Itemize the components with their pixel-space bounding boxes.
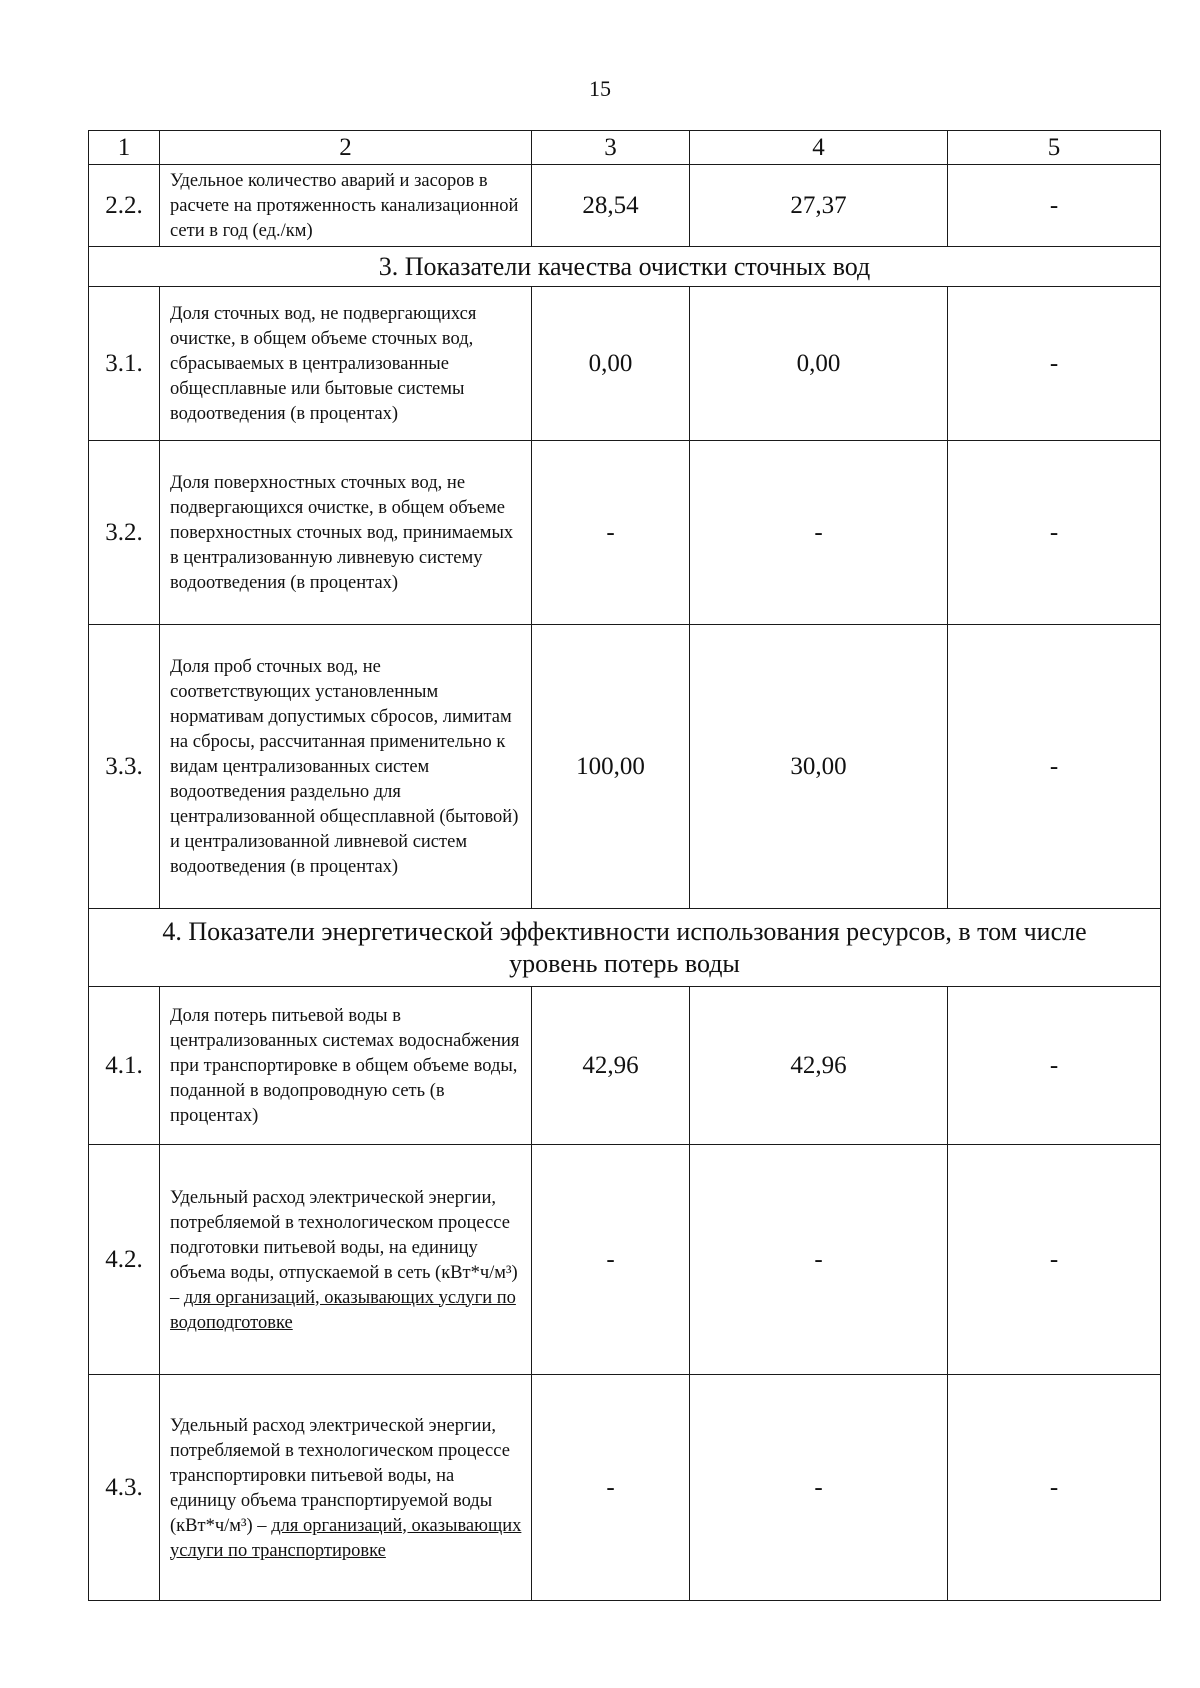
value-col4: - xyxy=(690,1375,948,1601)
value-col3: 100,00 xyxy=(532,625,690,909)
row-description: Доля потерь питьевой воды в централизованных системах водоснабжения при транспортировке в общем объеме воды, поданной в водопроводную сеть (в процентах) xyxy=(160,987,532,1145)
value-col4: - xyxy=(690,441,948,625)
column-header: 4 xyxy=(690,131,948,165)
row-number: 4.3. xyxy=(89,1375,160,1601)
row-description xyxy=(160,1145,532,1375)
value-col3: - xyxy=(532,1375,690,1601)
description-underlined-text: для организаций, оказывающих услуги по транспортировке xyxy=(170,1515,522,1561)
page-number: 15 xyxy=(589,76,611,101)
section-header-4 xyxy=(89,909,1161,987)
value-col3: 28,54 xyxy=(532,165,690,247)
column-header: 2 xyxy=(160,131,532,165)
description-text: Удельный расход электрической энергии, потребляемой в технологическом процессе транспортировки питьевой воды, на единицу объема транспортируемой воды (кВт*ч/м³) – xyxy=(170,1415,510,1536)
table-row-4-3 xyxy=(89,1375,1161,1601)
row-description: Доля проб сточных вод, не соответствующих установленным нормативам допустимых сбросов, лимитам на сбросы, рассчитанная применительно к видам централизованных систем водоотведения раздельно для централизованной общесплавной (бытовой) и централизованной ливневой систем водоотведения (в процентах) xyxy=(160,625,532,909)
column-header: 3 xyxy=(532,131,690,165)
indicators-table xyxy=(88,130,1161,1601)
value-col5: - xyxy=(948,287,1161,441)
section-header-3 xyxy=(89,247,1161,287)
row-description: Удельное количество аварий и засоров в расчете на протяженность канализационной сети в год (ед./км) xyxy=(160,165,532,247)
table-row-4-2 xyxy=(89,1145,1161,1375)
row-number: 4.2. xyxy=(89,1145,160,1375)
row-number: 2.2. xyxy=(89,165,160,247)
value-col5: - xyxy=(948,987,1161,1145)
value-col3: 42,96 xyxy=(532,987,690,1145)
value-col3: - xyxy=(532,441,690,625)
description-text: Удельный расход электрической энергии, потребляемой в технологическом процессе подготовки питьевой воды, на единицу объема воды, отпускаемой в сеть (кВт*ч/м³) – xyxy=(170,1187,518,1308)
column-header: 1 xyxy=(89,131,160,165)
table-row-4-1 xyxy=(89,987,1161,1145)
row-description: Доля поверхностных сточных вод, не подвергающихся очистке, в общем объеме поверхностных сточных вод, принимаемых в централизованную ливневую систему водоотведения (в процентах) xyxy=(160,441,532,625)
value-col5: - xyxy=(948,625,1161,909)
row-description xyxy=(160,1375,532,1601)
row-number: 3.2. xyxy=(89,441,160,625)
value-col5: - xyxy=(948,165,1161,247)
table-header-row xyxy=(89,131,1161,165)
value-col3: 0,00 xyxy=(532,287,690,441)
table-row-2-2 xyxy=(89,165,1161,247)
description-underlined-text: для организаций, оказывающих услуги по водоподготовке xyxy=(170,1287,516,1333)
section-title: 3. Показатели качества очистки сточных вод xyxy=(89,247,1161,287)
column-header: 5 xyxy=(948,131,1161,165)
table-row-3-1 xyxy=(89,287,1161,441)
value-col5: - xyxy=(948,1375,1161,1601)
row-description: Доля сточных вод, не подвергающихся очистке, в общем объеме сточных вод, сбрасываемых в централизованные общесплавные или бытовые системы водоотведения (в процентах) xyxy=(160,287,532,441)
table-row-3-2 xyxy=(89,441,1161,625)
section-title: 4. Показатели энергетической эффективности использования ресурсов, в том числе уровень потерь воды xyxy=(89,909,1161,987)
value-col5: - xyxy=(948,1145,1161,1375)
value-col4: 0,00 xyxy=(690,287,948,441)
value-col4: 30,00 xyxy=(690,625,948,909)
table-row-3-3 xyxy=(89,625,1161,909)
value-col5: - xyxy=(948,441,1161,625)
row-number: 3.1. xyxy=(89,287,160,441)
value-col4: - xyxy=(690,1145,948,1375)
value-col4: 27,37 xyxy=(690,165,948,247)
row-number: 3.3. xyxy=(89,625,160,909)
value-col4: 42,96 xyxy=(690,987,948,1145)
value-col3: - xyxy=(532,1145,690,1375)
row-number: 4.1. xyxy=(89,987,160,1145)
